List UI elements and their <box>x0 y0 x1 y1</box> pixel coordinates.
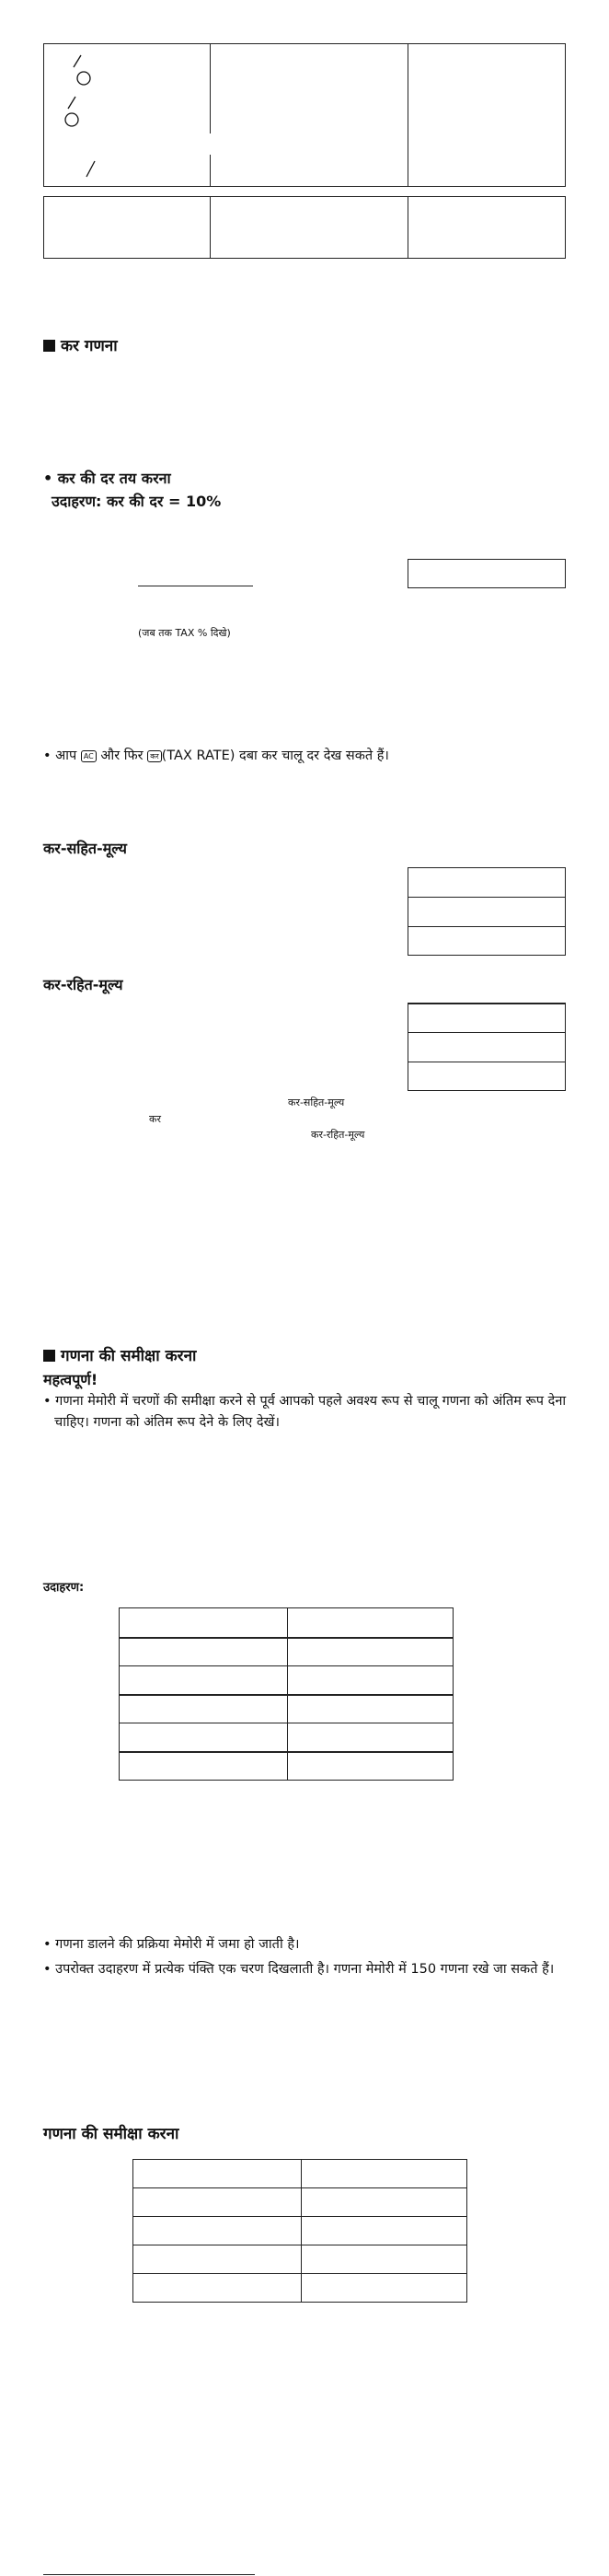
top-table-divider-1b <box>210 155 211 187</box>
table-cell <box>302 2160 467 2188</box>
table-cell <box>288 1608 454 1638</box>
table-cell <box>120 1723 288 1752</box>
example-line: उदाहरण: कर की दर = 10% <box>52 493 222 510</box>
top-table-lower <box>43 196 566 259</box>
label-with-tax: कर-सहित-मूल्य <box>288 1097 345 1108</box>
footer-rule <box>43 2574 255 2575</box>
table-cell <box>133 2160 302 2188</box>
table-cell <box>302 2245 467 2274</box>
review-note-2: • उपरोक्त उदाहरण में प्रत्येक पंक्ति एक चरण दिखलाती है। गणना मेमोरी में 150 गणना रखे जा सकते हैं। <box>43 1962 555 1977</box>
table-cell <box>288 1752 454 1781</box>
review-example-table <box>119 1607 454 1781</box>
square-bullet-icon <box>43 1350 55 1362</box>
table-cell <box>133 2245 302 2274</box>
table-cell <box>133 2188 302 2217</box>
with-tax-display <box>408 867 566 956</box>
tax-key-icon: कर <box>147 750 161 762</box>
table-cell <box>120 1666 288 1695</box>
display-box <box>408 559 566 588</box>
important-label: महत्वपूर्ण! <box>43 1371 98 1388</box>
review-section-heading: गणना की समीक्षा करना <box>43 1344 196 1365</box>
display-note: (जब तक TAX % दिखे) <box>138 627 231 639</box>
table-cell <box>288 1666 454 1695</box>
review-subheading: गणना की समीक्षा करना <box>43 2125 179 2143</box>
table-cell <box>133 2217 302 2245</box>
table-cell <box>120 1752 288 1781</box>
square-bullet-icon <box>43 340 55 352</box>
table-cell <box>120 1608 288 1638</box>
with-tax-display-row-2 <box>408 926 566 927</box>
label-without-tax: कर-रहित-मूल्य <box>311 1129 365 1141</box>
without-tax-display <box>408 1003 566 1091</box>
table-cell <box>120 1695 288 1723</box>
without-tax-display-row-1 <box>408 1032 566 1033</box>
tax-section-heading: कर गणना <box>43 334 118 355</box>
with-tax-display-row-1 <box>408 897 566 898</box>
example-label: उदाहरण: <box>43 1581 85 1595</box>
table-cell <box>302 2274 467 2303</box>
label-tax: कर <box>149 1113 161 1125</box>
with-tax-title: कर-सहित-मूल्य <box>43 840 127 857</box>
review-steps-table <box>132 2159 467 2303</box>
table-cell <box>288 1723 454 1752</box>
table-cell <box>120 1638 288 1666</box>
operation-symbols-icon <box>61 51 116 180</box>
table-cell <box>302 2217 467 2245</box>
table-cell <box>288 1638 454 1666</box>
table-cell <box>133 2274 302 2303</box>
important-text: • गणना मेमोरी में चरणों की समीक्षा करने से पूर्व आपको पहले अवश्य रूप से चालू गणना को अंतिम रूप देना चाहिए। गणना को अंतिम रूप देने के लिए देखें। <box>43 1394 567 1430</box>
table-cell <box>288 1695 454 1723</box>
top-table-upper <box>43 43 566 187</box>
without-tax-title: कर-रहित-मूल्य <box>43 976 123 993</box>
check-rate-note: • आप AC और फिर कर (TAX RATE) दबा कर चालू दर देख सकते हैं। <box>43 748 389 763</box>
ac-key-icon: AC <box>81 750 97 762</box>
review-note-1: • गणना डालने की प्रक्रिया मेमोरी में जमा हो जाती है। <box>43 1937 300 1952</box>
top-table-divider-1 <box>210 43 211 133</box>
table-cell <box>302 2188 467 2217</box>
top-table-lower-divider-1 <box>210 196 211 259</box>
set-rate-title: • कर की दर तय करना <box>43 470 171 487</box>
without-tax-display-row-0 <box>408 1003 566 1004</box>
